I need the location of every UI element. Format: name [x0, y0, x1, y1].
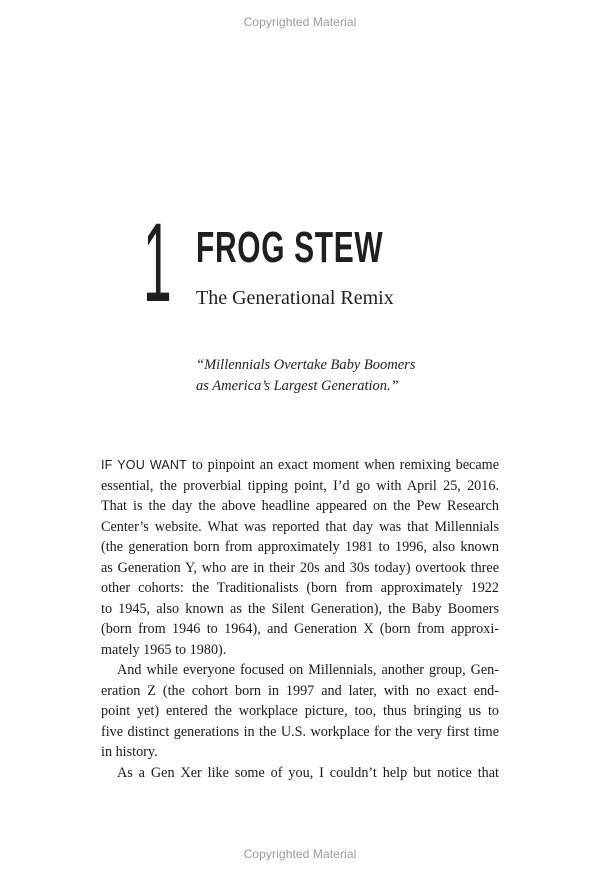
body-line: in history. [101, 744, 158, 760]
body-line: to 1945, also known as the Silent Generation), the Baby Boomers [101, 600, 499, 617]
body-line: eration Z (the cohort born in 1997 and later, with no exact end- [101, 682, 499, 699]
body-line: mately 1965 to 1980). [101, 641, 227, 658]
chapter-title: FROG STEW [196, 223, 384, 272]
body-line: (the generation born from approximately 1981 to 1996, also known [101, 539, 499, 555]
body-text [101, 455, 499, 783]
body-line: as Generation Y, who are in their 20s and 30s today) overtook three [101, 559, 499, 576]
body-line: essential, the proverbial tipping point, I’d go with April 25, 2016. [101, 477, 499, 494]
epigraph [196, 355, 415, 397]
copyright-watermark-bottom: Copyrighted Material [243, 847, 357, 861]
chapter-number: 1 [143, 200, 172, 325]
body-line: point yet) entered the workplace picture, too, thus bringing us to [101, 703, 499, 719]
body-line: (born from 1946 to 1964), and Generation X (born from approxi- [101, 621, 499, 637]
body-line-text: to pinpoint an exact moment when remixing became [187, 457, 499, 473]
epigraph-line: as America’s Largest Generation.” [196, 378, 399, 394]
body-line: other cohorts: the Traditionalists (born from approximately 1922 [101, 580, 499, 596]
epigraph-line: “Millennials Overtake Baby Boomers [196, 357, 416, 373]
body-line: five distinct generations in the U.S. workplace for the very first time [101, 723, 499, 740]
lead-in-smallcaps: IF YOU WANT [101, 458, 187, 472]
body-line [101, 455, 499, 476]
body-line: Center’s website. What was reported that day was that Millennials [101, 518, 499, 535]
copyright-watermark-top: Copyrighted Material [243, 15, 357, 29]
chapter-subtitle: The Generational Remix [196, 287, 394, 309]
body-line: That is the day the above headline appeared on the Pew Research [101, 498, 499, 514]
body-line: As a Gen Xer like some of you, I couldn’t help but notice that [117, 764, 499, 781]
body-line: And while everyone focused on Millennials, another group, Gen- [117, 662, 499, 678]
